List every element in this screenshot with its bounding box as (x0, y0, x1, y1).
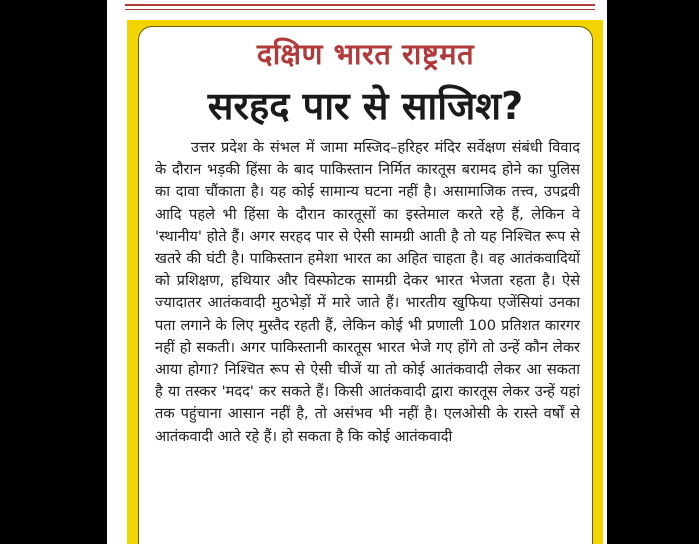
editorial-clipping (138, 26, 593, 544)
article-body: उत्तर प्रदेश के संभल में जामा मस्जिद–हरिहर मंदिर सर्वेक्षण संबंधी विवाद के दौरान भड़की हिंसा के बाद पाकिस्तान निर्मित कारतूस बरामद होने का पुलिस का दावा चौंकाता है। यह कोई सामान्य घटना नहीं है। असामाजिक तत्त्व, उपद्रवी आदि पहले भी हिंसा के दौरान कारतूसों का इस्तेमाल करते रहे हैं, लेकिन वे 'स्थानीय' होते हैं। अगर सरहद पार से ऐसी सामग्री आती है तो यह निश्चित रूप से खतरे की घंटी है। पाकिस्तान हमेशा भारत का अहित चाहता है। वह आतंकवादियों को प्रशिक्षण, हथियार और विस्फोटक सामग्री देकर भारत भेजता रहता है। ऐसे ज्यादातर आतंकवादी मुठभेड़ों में मारे जाते हैं। भारतीय खुफिया एजेंसियां उनका पता लगाने के लिए मुस्तैद रहती हैं, लेकिन कोई भी प्रणाली 100 प्रतिशत कारगर नहीं हो सकती। अगर पाकिस्तानी कारतूस भारत भेजे गए होंगे तो उन्हें कौन लेकर आया होगा? निश्चित रूप से ऐसी चीजें या तो कोई आतंकवादी लेकर आ सकता है या तस्कर 'मदद' कर सकते हैं। किसी आतंकवादी द्वारा कारतूस लेकर उन्हें यहां तक पहुंचाना आसान नहीं है, तो असंभव भी नहीं है। एलओसी के रास्ते वर्षों से आतंकवादी आते रहे हैं। हो सकता है कि कोई आतंकवादी (155, 139, 580, 445)
newspaper-page (107, 0, 607, 544)
top-rule (125, 4, 595, 6)
headline: सरहद पार से साजिश? (207, 84, 524, 128)
masthead: दक्षिण भारत राष्ट्रमत (256, 37, 475, 71)
top-rule-thin (125, 9, 595, 10)
